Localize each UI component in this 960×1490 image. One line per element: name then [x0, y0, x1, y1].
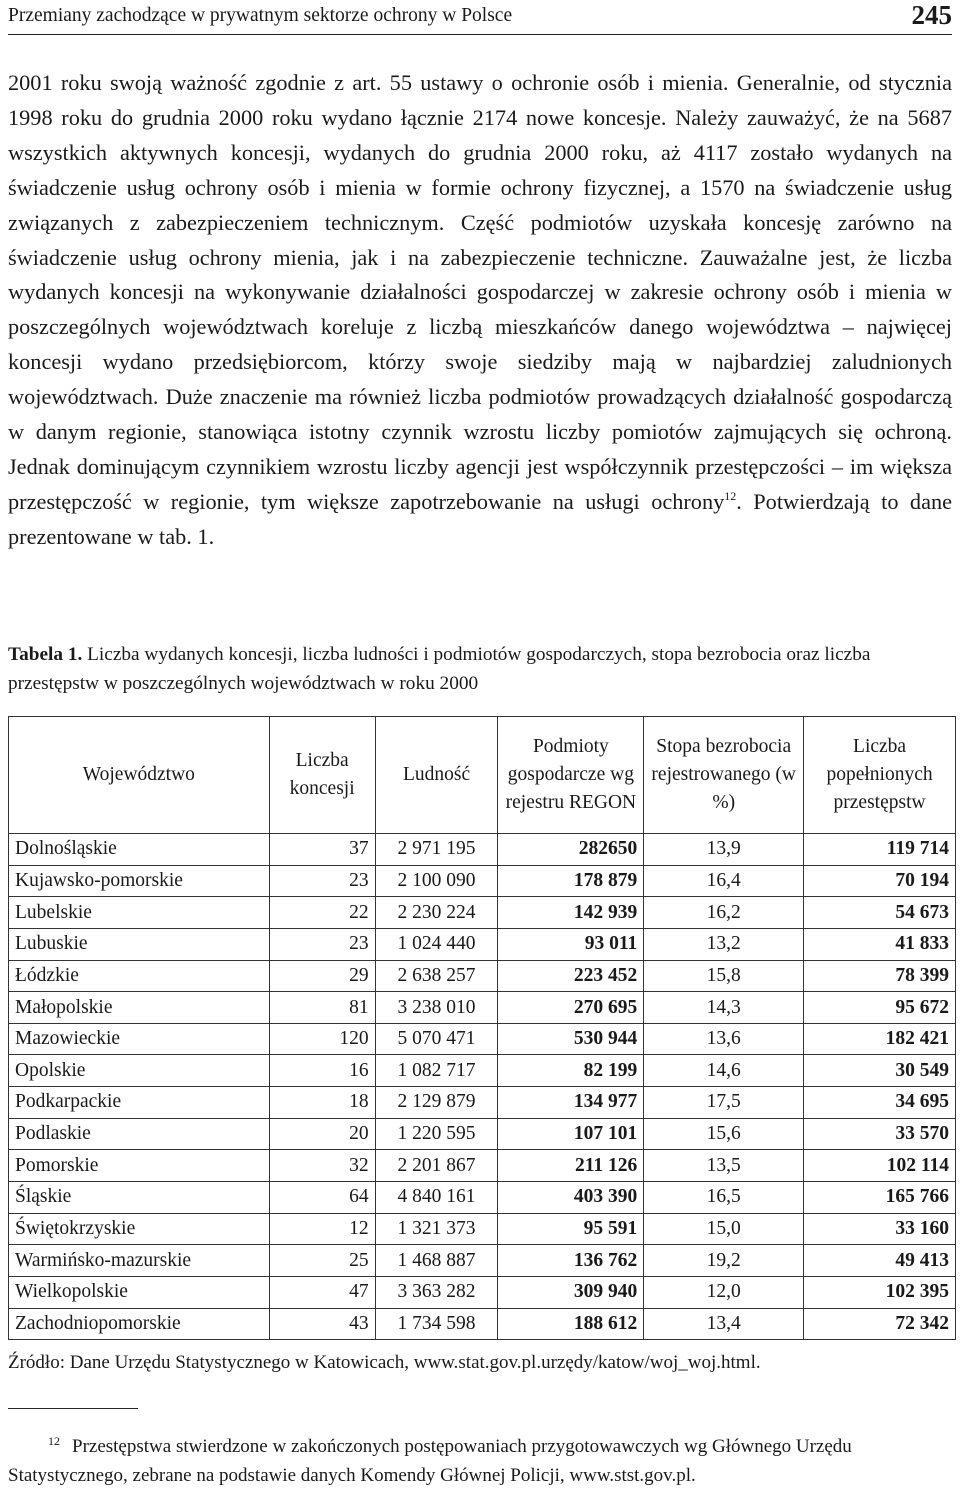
cell-unemployment-rate: 14,6: [644, 1055, 804, 1087]
table-row: [9, 1245, 956, 1277]
table-row: [9, 1150, 956, 1182]
cell-population: 2 129 879: [375, 1087, 498, 1119]
cell-voivodeship: Śląskie: [9, 1182, 270, 1214]
cell-crimes: 33 160: [804, 1213, 956, 1245]
header-licenses: Liczba koncesji: [269, 717, 375, 834]
header-regon-entities: Podmioty gospodarcze wg rejestru REGON: [498, 717, 644, 834]
running-header: [8, 0, 952, 35]
cell-unemployment-rate: 17,5: [644, 1087, 804, 1119]
cell-regon-entities: 136 762: [498, 1245, 644, 1277]
cell-unemployment-rate: 13,9: [644, 834, 804, 866]
table-row: [9, 1213, 956, 1245]
cell-unemployment-rate: 13,4: [644, 1308, 804, 1340]
cell-crimes: 54 673: [804, 897, 956, 929]
cell-licenses: 18: [269, 1087, 375, 1119]
table-row: [9, 1055, 956, 1087]
cell-regon-entities: 142 939: [498, 897, 644, 929]
table-row: [9, 1182, 956, 1214]
cell-unemployment-rate: 13,6: [644, 1023, 804, 1055]
table-row: [9, 1118, 956, 1150]
header-voivodeship: Województwo: [9, 717, 270, 834]
table-row: [9, 1308, 956, 1340]
cell-voivodeship: Wielkopolskie: [9, 1276, 270, 1308]
cell-licenses: 47: [269, 1276, 375, 1308]
cell-population: 5 070 471: [375, 1023, 498, 1055]
cell-licenses: 37: [269, 834, 375, 866]
cell-unemployment-rate: 19,2: [644, 1245, 804, 1277]
cell-unemployment-rate: 16,4: [644, 865, 804, 897]
cell-licenses: 25: [269, 1245, 375, 1277]
cell-voivodeship: Zachodniopomorskie: [9, 1308, 270, 1340]
cell-licenses: 22: [269, 897, 375, 929]
caption-label: Tabela 1.: [8, 644, 83, 665]
cell-voivodeship: Łódzkie: [9, 960, 270, 992]
cell-unemployment-rate: 15,0: [644, 1213, 804, 1245]
header-population: Ludność: [375, 717, 498, 834]
body-paragraph: [8, 66, 952, 555]
cell-regon-entities: 211 126: [498, 1150, 644, 1182]
cell-regon-entities: 107 101: [498, 1118, 644, 1150]
cell-unemployment-rate: 16,2: [644, 897, 804, 929]
cell-population: 4 840 161: [375, 1182, 498, 1214]
cell-crimes: 119 714: [804, 834, 956, 866]
footnote-text: Przestępstwa stwierdzone w zakończonych postępowaniach przygotowawczych wg Głównego Urzędu Statystycznego, zebrane na podstawie danych Komendy Głównej Policji, www.stst.gov.pl.: [8, 1436, 852, 1486]
cell-population: 1 321 373: [375, 1213, 498, 1245]
table-header-row: [9, 717, 956, 834]
table-row: [9, 1023, 956, 1055]
paragraph-text: 2001 roku swoją ważność zgodnie z art. 55 ustawy o ochronie osób i mienia. Generalnie, od stycznia 1998 roku do grudnia 2000 roku wydano łącznie 2174 nowe koncesje. Należy zauważyć, że na 5687 wszystkich aktywnych koncesji, wydanych do grudnia 2000 roku, aż 4117 zostało wydanych na świadczenie usług ochrony osób i mienia w formie ochrony fizycznej, a 1570 na świadczenie usług związanych z zabezpieczeniem technicznym. Część podmiotów uzyskała koncesję zarówno na świadczenie usług ochrony mienia, jak i na zabezpieczenie techniczne. Zauważalne jest, że liczba wydanych koncesji na wykonywanie działalności gospodarczej w zakresie ochrony osób i mienia w poszczególnych województwach koreluje z liczbą mieszkańców danego województwa – najwięcej koncesji wydano przedsiębiorcom, którzy swoje siedziby mają w najbardziej zaludnionych województwach. Duże znaczenie ma również liczba podmiotów prowadzących działalność gospodarczą w danym regionie, stanowiąca istotny czynnik wzrostu liczby pomiotów zajmujących się ochroną. Jednak dominującym czynnikiem wzrostu liczby agencji jest współczynnik przestępczości – im większa przestępczość w regionie, tym większe zapotrzebowanie na usługi ochrony: [8, 70, 952, 514]
cell-crimes: 95 672: [804, 992, 956, 1024]
table-body: [9, 834, 956, 1340]
cell-population: 1 024 440: [375, 928, 498, 960]
cell-crimes: 70 194: [804, 865, 956, 897]
cell-regon-entities: 309 940: [498, 1276, 644, 1308]
header-crimes: Liczba popełnionych przestępstw: [804, 717, 956, 834]
cell-voivodeship: Podlaskie: [9, 1118, 270, 1150]
cell-licenses: 16: [269, 1055, 375, 1087]
cell-crimes: 72 342: [804, 1308, 956, 1340]
cell-population: 3 238 010: [375, 992, 498, 1024]
cell-regon-entities: 270 695: [498, 992, 644, 1024]
cell-crimes: 78 399: [804, 960, 956, 992]
cell-unemployment-rate: 13,2: [644, 928, 804, 960]
cell-crimes: 182 421: [804, 1023, 956, 1055]
cell-licenses: 23: [269, 928, 375, 960]
cell-licenses: 23: [269, 865, 375, 897]
cell-unemployment-rate: 15,6: [644, 1118, 804, 1150]
table-row: [9, 897, 956, 929]
cell-licenses: 29: [269, 960, 375, 992]
cell-population: 1 734 598: [375, 1308, 498, 1340]
table-caption: [8, 640, 956, 698]
page-number: 245: [911, 0, 952, 30]
cell-regon-entities: 282650: [498, 834, 644, 866]
cell-unemployment-rate: 16,5: [644, 1182, 804, 1214]
caption-text: Liczba wydanych koncesji, liczba ludności i podmiotów gospodarczych, stopa bezrobocia oraz liczba przestępstw w poszczególnych województwach w roku 2000: [8, 644, 871, 694]
cell-regon-entities: 403 390: [498, 1182, 644, 1214]
cell-population: 1 468 887: [375, 1245, 498, 1277]
statistics-table: [8, 716, 956, 1340]
running-title: Przemiany zachodzące w prywatnym sektorze ochrony w Polsce: [8, 5, 513, 26]
cell-unemployment-rate: 13,5: [644, 1150, 804, 1182]
table-row: [9, 992, 956, 1024]
footnote-divider: [8, 1408, 138, 1409]
cell-voivodeship: Opolskie: [9, 1055, 270, 1087]
cell-voivodeship: Warmińsko-mazurskie: [9, 1245, 270, 1277]
cell-licenses: 12: [269, 1213, 375, 1245]
cell-crimes: 102 395: [804, 1276, 956, 1308]
cell-crimes: 30 549: [804, 1055, 956, 1087]
cell-licenses: 81: [269, 992, 375, 1024]
cell-voivodeship: Kujawsko-pomorskie: [9, 865, 270, 897]
cell-voivodeship: Lubuskie: [9, 928, 270, 960]
cell-crimes: 102 114: [804, 1150, 956, 1182]
cell-voivodeship: Świętokrzyskie: [9, 1213, 270, 1245]
cell-regon-entities: 223 452: [498, 960, 644, 992]
cell-licenses: 64: [269, 1182, 375, 1214]
footnote-reference[interactable]: 12: [724, 488, 737, 503]
cell-crimes: 165 766: [804, 1182, 956, 1214]
cell-population: 2 100 090: [375, 865, 498, 897]
table-row: [9, 1087, 956, 1119]
cell-regon-entities: 82 199: [498, 1055, 644, 1087]
cell-voivodeship: Dolnośląskie: [9, 834, 270, 866]
cell-population: 1 220 595: [375, 1118, 498, 1150]
cell-population: 2 230 224: [375, 897, 498, 929]
cell-voivodeship: Podkarpackie: [9, 1087, 270, 1119]
cell-voivodeship: Lubelskie: [9, 897, 270, 929]
table-row: [9, 928, 956, 960]
cell-licenses: 120: [269, 1023, 375, 1055]
footnote: [8, 1427, 958, 1490]
cell-population: 3 363 282: [375, 1276, 498, 1308]
cell-regon-entities: 530 944: [498, 1023, 644, 1055]
table-source: Źródło: Dane Urzędu Statystycznego w Katowicach, www.stat.gov.pl.urzędy/katow/woj_woj.html.: [8, 1352, 761, 1373]
cell-regon-entities: 134 977: [498, 1087, 644, 1119]
cell-regon-entities: 178 879: [498, 865, 644, 897]
cell-regon-entities: 188 612: [498, 1308, 644, 1340]
header-unemployment-rate: Stopa bezrobocia rejestrowanego (w %): [644, 717, 804, 834]
cell-unemployment-rate: 15,8: [644, 960, 804, 992]
cell-unemployment-rate: 12,0: [644, 1276, 804, 1308]
table-row: [9, 1276, 956, 1308]
cell-licenses: 32: [269, 1150, 375, 1182]
cell-population: 1 082 717: [375, 1055, 498, 1087]
paragraph-end: . Potwierdzają to dane prezentowane w tab. 1.: [8, 488, 953, 549]
footnote-number: 12: [48, 1434, 60, 1448]
cell-regon-entities: 95 591: [498, 1213, 644, 1245]
cell-population: 2 201 867: [375, 1150, 498, 1182]
cell-crimes: 41 833: [804, 928, 956, 960]
cell-voivodeship: Małopolskie: [9, 992, 270, 1024]
cell-voivodeship: Mazowieckie: [9, 1023, 270, 1055]
cell-crimes: 49 413: [804, 1245, 956, 1277]
cell-licenses: 20: [269, 1118, 375, 1150]
cell-crimes: 33 570: [804, 1118, 956, 1150]
table-row: [9, 834, 956, 866]
cell-voivodeship: Pomorskie: [9, 1150, 270, 1182]
cell-regon-entities: 93 011: [498, 928, 644, 960]
cell-licenses: 43: [269, 1308, 375, 1340]
cell-population: 2 971 195: [375, 834, 498, 866]
cell-unemployment-rate: 14,3: [644, 992, 804, 1024]
table-row: [9, 865, 956, 897]
cell-population: 2 638 257: [375, 960, 498, 992]
table-row: [9, 960, 956, 992]
cell-crimes: 34 695: [804, 1087, 956, 1119]
